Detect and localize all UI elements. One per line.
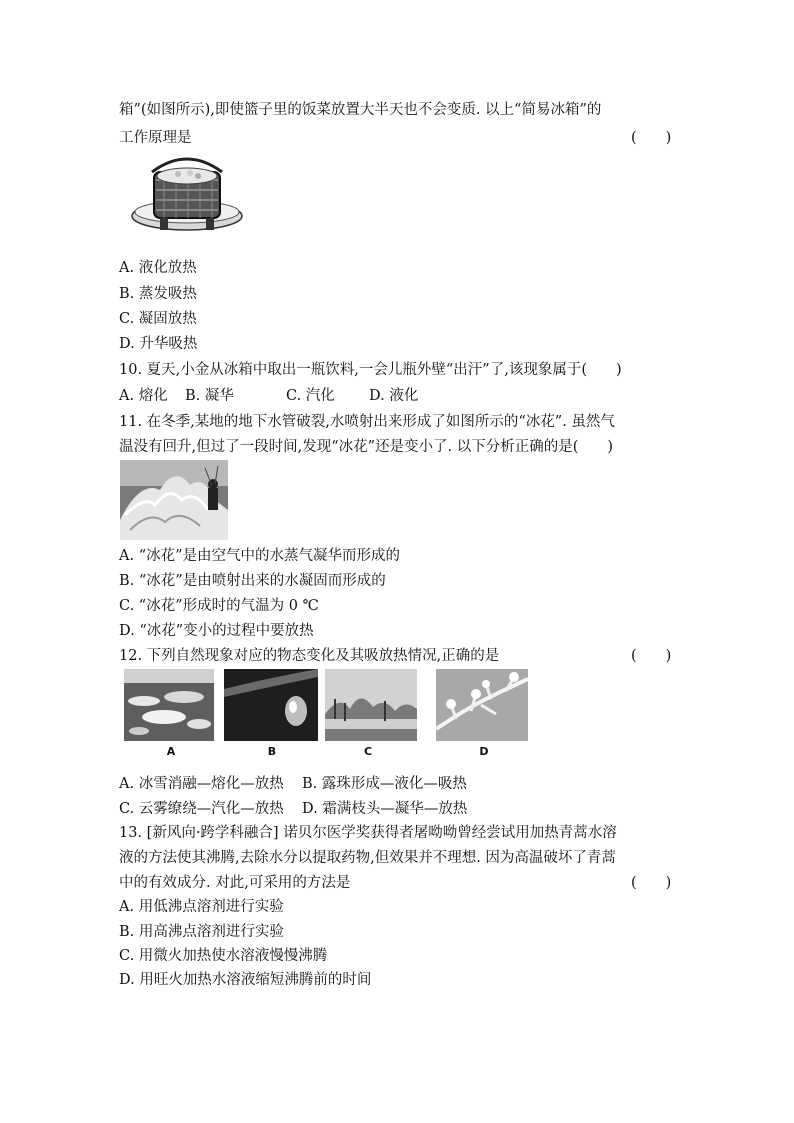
q11-option-a: A. “冰花”是由空气中的水蒸气凝华而形成的 — [119, 548, 401, 564]
q9-stem-line2: 工作原理是 — [119, 130, 192, 146]
q10-option-d: D. 液化 — [369, 388, 419, 404]
q13-option-d: D. 用旺火加热水溶液缩短沸腾前的时间 — [119, 972, 372, 988]
q11-option-b: B. “冰花”是由喷射出来的水凝固而形成的 — [119, 573, 386, 589]
q11-option-c: C. “冰花”形成时的气温为 0 ℃ — [119, 598, 319, 614]
q10-option-a: A. 熔化 — [119, 388, 168, 404]
q12-option-d: D. 霜满枝头—凝华—放热 — [302, 801, 468, 817]
q12-stem: 12. 下列自然现象对应的物态变化及其吸放热情况,正确的是 — [119, 648, 500, 664]
q12-image-c-fog — [325, 669, 417, 741]
q13-option-a: A. 用低沸点溶剂进行实验 — [119, 899, 284, 915]
q12-image-b-dewdrop — [224, 669, 318, 741]
q13-option-b: B. 用高沸点溶剂进行实验 — [119, 924, 284, 940]
q9-option-d: D. 升华吸热 — [119, 336, 198, 352]
q11-stem-line2: 温没有回升,但过了一段时间,发现“冰花”还是变小了. 以下分析正确的是( ) — [119, 439, 614, 455]
q9-option-b: B. 蒸发吸热 — [119, 286, 197, 302]
q12-caption-d: D — [479, 745, 489, 758]
q12-option-b: B. 露珠形成—液化—吸热 — [302, 776, 467, 792]
q9-basket-image — [130, 150, 244, 240]
q12-answer-paren: ( ) — [631, 648, 672, 664]
q12-caption-a: A — [166, 745, 176, 758]
q11-stem-line1: 11. 在冬季,某地的地下水管破裂,水喷射出来形成了如图所示的“冰花”. 虽然气 — [119, 414, 615, 430]
q13-stem-line1: 13. [新风向·跨学科融合] 诺贝尔医学奖获得者屠呦呦曾经尝试用加热青蒿水溶 — [119, 825, 617, 841]
q12-option-a: A. 冰雪消融—熔化—放热 — [119, 776, 284, 792]
q10-stem: 10. 夏天,小金从冰箱中取出一瓶饮料,一会儿瓶外壁“出汗”了,该现象属于( ) — [119, 362, 622, 378]
q10-option-c: C. 汽化 — [286, 388, 335, 404]
q10-option-b: B. 凝华 — [185, 388, 234, 404]
q11-ice-flower-image — [120, 460, 228, 540]
q9-option-a: A. 液化放热 — [119, 260, 197, 276]
q9-stem-line1: 箱”(如图所示),即使篮子里的饭菜放置大半天也不会变质. 以上“简易冰箱”的 — [119, 102, 602, 118]
q12-image-a-melting-ice — [124, 669, 214, 741]
q13-option-c: C. 用微火加热使水溶液慢慢沸腾 — [119, 948, 328, 964]
q13-stem-line2: 液的方法使其沸腾,去除水分以提取药物,但效果并不理想. 因为高温破坏了青蒿 — [119, 850, 616, 866]
q9-answer-paren: ( ) — [631, 130, 672, 146]
q12-caption-c: C — [363, 745, 373, 758]
q12-image-d-frost — [436, 669, 528, 741]
q11-option-d: D. “冰花”变小的过程中要放热 — [119, 623, 314, 639]
q13-answer-paren: ( ) — [631, 875, 672, 891]
q12-caption-b: B — [267, 745, 277, 758]
q12-option-c: C. 云雾缭绕—汽化—放热 — [119, 801, 284, 817]
q9-option-c: C. 凝固放热 — [119, 311, 197, 327]
q13-stem-line3: 中的有效成分. 对此,可采用的方法是 — [119, 875, 351, 891]
